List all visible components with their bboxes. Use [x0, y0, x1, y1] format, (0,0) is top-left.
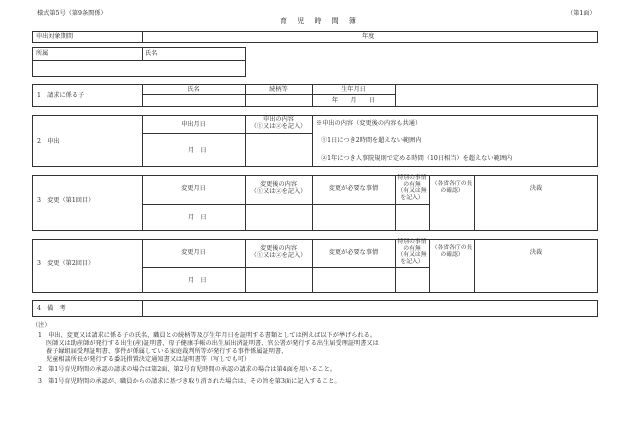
notes-heading: （注） [32, 322, 51, 329]
child-birth-date[interactable]: 年 月 日 [331, 97, 376, 104]
change1-col-confirm: （各省各庁の長の確認） [431, 181, 473, 194]
application-row [32, 115, 598, 167]
period-row [32, 31, 598, 43]
affiliation-box [32, 47, 246, 77]
change2-col-reason: 変更が必要な事情 [328, 249, 379, 256]
child-col-name: 氏名 [187, 86, 200, 93]
note-1b: 養子縁組届受理証明書、事件が係属している家庭裁判所等が発行する事件係属証明書、 [46, 348, 288, 355]
change1-row [32, 175, 598, 231]
application-option-1: ①1日につき2時間を超えない範囲内 [321, 137, 422, 144]
application-col-content: 申出の内容 （①又は②を記入） [250, 116, 307, 131]
period-label: 申出対象期間 [36, 33, 74, 40]
application-col-date: 申出月日 [181, 121, 206, 128]
child-col-relation: 続柄等 [269, 86, 288, 93]
affiliation-label: 所属 [36, 50, 49, 57]
change1-col-decision: 決裁 [529, 185, 543, 192]
change1-row-label: 3 変更（第1回目） [37, 197, 95, 204]
change1-col-content: 変更後の内容 （①又は②を記入） [250, 181, 307, 196]
application-note-title: ※申出の内容（変更後の内容も共通） [316, 120, 422, 127]
change2-date[interactable]: 月 日 [188, 277, 207, 284]
change1-col-date: 変更月日 [181, 185, 206, 192]
child-row-label: 1 請求に係る子 [37, 92, 85, 99]
change1-date[interactable]: 月 日 [188, 214, 207, 221]
change2-row [32, 239, 598, 293]
change2-col-date: 変更月日 [181, 249, 206, 256]
change2-col-decision: 決裁 [529, 249, 543, 256]
note-3: 3 第1号育児時間の承認が、職員からの請求に基づき取り消された場合は、その旨を第3面に記入すること。 [38, 378, 341, 385]
child-col-birth: 生年月日 [341, 86, 366, 93]
period-value[interactable]: 年度 [362, 33, 375, 40]
remarks-label: 4 備 考 [37, 305, 66, 312]
name-label: 氏名 [145, 50, 158, 57]
page-label: （第1面） [567, 10, 596, 17]
application-row-label: 2 申出 [37, 138, 60, 145]
change2-col-special: 特別の事情の有無 （有又は無を記入） [397, 239, 427, 265]
application-date[interactable]: 月 日 [188, 147, 207, 154]
change1-col-special: 特別の事情の有無 （有又は無を記入） [397, 175, 427, 201]
note-1: 1 申出、変更又は請求に係る子の氏名、職員との続柄等及び生年月日を証明する書類としては例えば以下が挙げられる。 [38, 332, 377, 339]
note-1c: 児童相談所長が発行する委託措置決定通知書又は証明書等（写しでも可） [46, 356, 251, 363]
remarks-row [32, 300, 598, 317]
form-number: 様式第5号（第9条関係） [37, 10, 107, 17]
note-1a: 医師又は助産師が発行する出生(産)証明書、母子健康手帳の出生届出済証明書、官公署が発行する出生届受理証明書又は [46, 340, 379, 347]
note-2: 2 第1号育児時間の承認の請求の場合は第2面、第2号育児時間の承認の請求の場合は第4面を用いること。 [38, 366, 337, 373]
change2-col-content: 変更後の内容 （①又は②を記入） [250, 245, 307, 260]
change2-col-confirm: （各省各庁の長の確認） [431, 245, 473, 258]
change2-row-label: 3 変更（第2回目） [37, 260, 95, 267]
change1-col-reason: 変更が必要な事情 [328, 185, 379, 192]
page-title: 育 児 時 間 簿 [280, 17, 360, 25]
application-option-2: ②1年につき人事院規則で定める時間（10日相当）を超えない範囲内 [321, 155, 513, 162]
